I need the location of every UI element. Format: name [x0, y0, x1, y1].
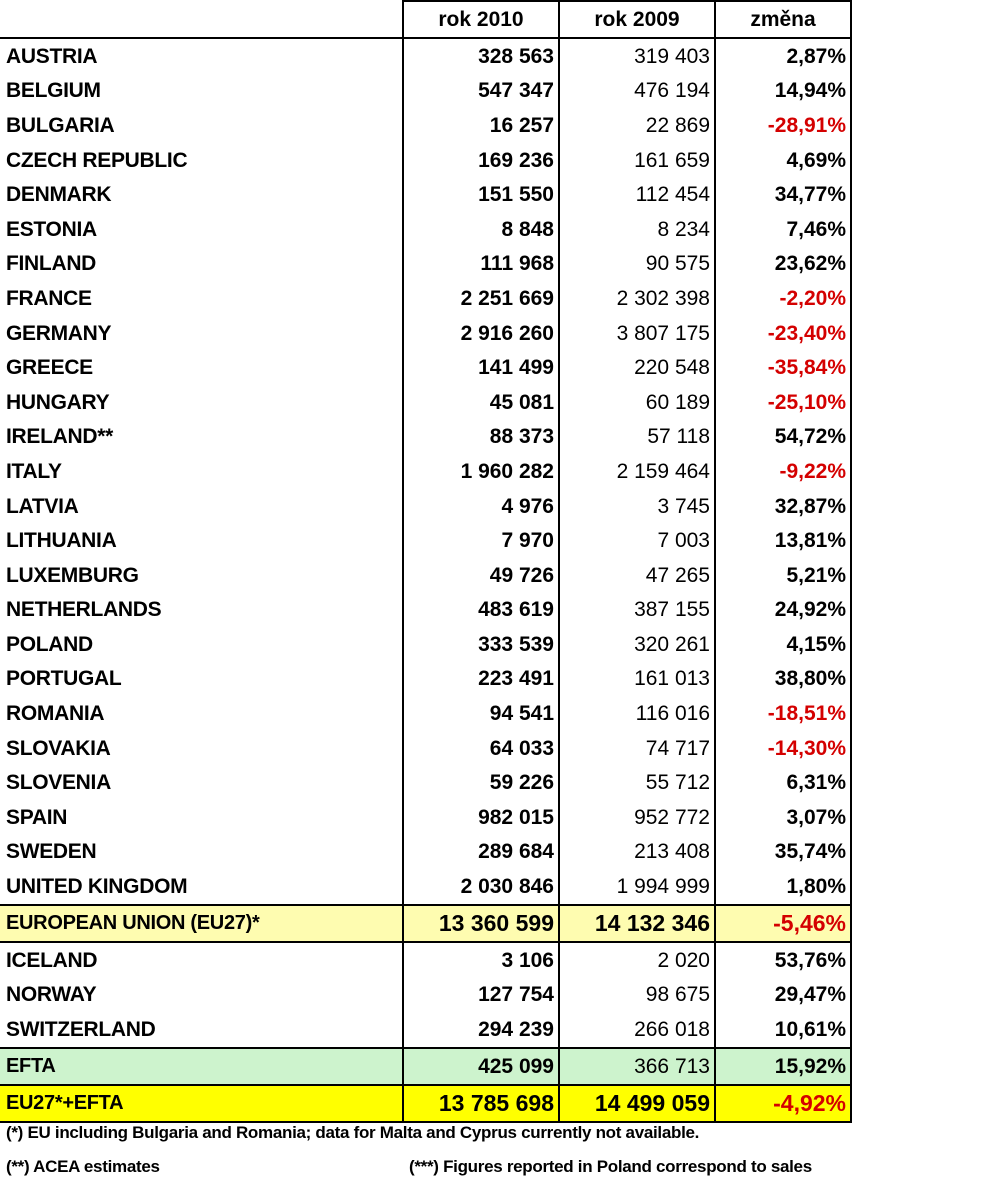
table-row — [0, 558, 851, 593]
country-cell: PORTUGAL — [6, 667, 122, 691]
value-2009-cell: 3 807 175 — [559, 316, 715, 351]
header-2010: rok 2010 — [403, 1, 559, 38]
value-2010-cell: 483 619 — [403, 593, 559, 628]
value-2009-cell: 14 132 346 — [559, 905, 715, 942]
change-cell: -23,40% — [715, 316, 851, 351]
value-2009-cell: 7 003 — [559, 523, 715, 558]
country-cell: NETHERLANDS — [6, 598, 162, 622]
table-row — [0, 489, 851, 524]
value-2009-cell: 387 155 — [559, 593, 715, 628]
country-cell: SLOVENIA — [6, 771, 111, 795]
value-2010-cell: 49 726 — [403, 558, 559, 593]
change-cell: -28,91% — [715, 108, 851, 143]
country-cell: GREECE — [6, 356, 93, 380]
change-cell: 6,31% — [715, 765, 851, 800]
change-cell: 32,87% — [715, 489, 851, 524]
value-2009-cell: 952 772 — [559, 800, 715, 835]
value-2010-cell: 45 081 — [403, 385, 559, 420]
footnote-acea: (**) ACEA estimates — [6, 1157, 160, 1176]
change-cell: 4,15% — [715, 627, 851, 662]
country-cell: LITHUANIA — [6, 529, 117, 553]
country-cell: SLOVAKIA — [6, 736, 111, 760]
country-cell: POLAND — [6, 632, 93, 656]
change-cell: -14,30% — [715, 731, 851, 766]
country-cell: SWITZERLAND — [6, 1017, 156, 1041]
total-row — [0, 1085, 851, 1122]
value-2009-cell: 8 234 — [559, 212, 715, 247]
footnote-eu: (*) EU including Bulgaria and Romania; data for Malta and Cyprus currently not available. — [6, 1123, 700, 1142]
value-2010-cell: 223 491 — [403, 662, 559, 697]
value-2010-cell: 127 754 — [403, 977, 559, 1012]
table-row — [0, 765, 851, 800]
country-cell: CZECH REPUBLIC — [6, 148, 188, 172]
value-2009-cell: 112 454 — [559, 177, 715, 212]
value-2010-cell: 141 499 — [403, 350, 559, 385]
table-row — [0, 108, 851, 143]
value-2009-cell: 3 745 — [559, 489, 715, 524]
country-cell: UNITED KINGDOM — [6, 875, 188, 899]
change-cell: 54,72% — [715, 420, 851, 455]
value-2009-cell: 366 713 — [559, 1048, 715, 1085]
header-change: změna — [715, 1, 851, 38]
change-cell: 24,92% — [715, 593, 851, 628]
value-2010-cell: 4 976 — [403, 489, 559, 524]
change-cell: 53,76% — [715, 942, 851, 978]
country-cell: HUNGARY — [6, 390, 110, 414]
value-2009-cell: 14 499 059 — [559, 1085, 715, 1122]
value-2009-cell: 320 261 — [559, 627, 715, 662]
value-2010-cell: 982 015 — [403, 800, 559, 835]
table-row — [0, 942, 851, 978]
table-row — [0, 247, 851, 282]
change-cell: -25,10% — [715, 385, 851, 420]
country-cell: ESTONIA — [6, 217, 97, 241]
country-cell: BULGARIA — [6, 113, 115, 137]
value-2009-cell: 74 717 — [559, 731, 715, 766]
value-2009-cell: 266 018 — [559, 1012, 715, 1048]
table-row — [0, 523, 851, 558]
change-cell: 38,80% — [715, 662, 851, 697]
table-row — [0, 385, 851, 420]
change-cell: 35,74% — [715, 835, 851, 870]
change-cell: 1,80% — [715, 869, 851, 905]
country-cell: EUROPEAN UNION (EU27)* — [0, 905, 403, 942]
table-row — [0, 74, 851, 109]
table-row — [0, 1012, 851, 1048]
value-2010-cell: 2 251 669 — [403, 281, 559, 316]
value-2009-cell: 2 302 398 — [559, 281, 715, 316]
value-2010-cell: 328 563 — [403, 38, 559, 74]
value-2009-cell: 476 194 — [559, 74, 715, 109]
value-2009-cell: 90 575 — [559, 247, 715, 282]
change-cell: -2,20% — [715, 281, 851, 316]
value-2010-cell: 111 968 — [403, 247, 559, 282]
value-2009-cell: 1 994 999 — [559, 869, 715, 905]
table-body — [0, 1, 851, 1122]
value-2009-cell: 220 548 — [559, 350, 715, 385]
table-row — [0, 662, 851, 697]
table-row — [0, 977, 851, 1012]
total-row — [0, 1048, 851, 1085]
value-2010-cell: 294 239 — [403, 1012, 559, 1048]
table-row — [0, 800, 851, 835]
value-2010-cell: 13 360 599 — [403, 905, 559, 942]
table-row — [0, 593, 851, 628]
value-2009-cell: 161 659 — [559, 143, 715, 178]
change-cell: 29,47% — [715, 977, 851, 1012]
table-row — [0, 835, 851, 870]
change-cell: -9,22% — [715, 454, 851, 489]
change-cell: 13,81% — [715, 523, 851, 558]
value-2010-cell: 64 033 — [403, 731, 559, 766]
value-2010-cell: 289 684 — [403, 835, 559, 870]
value-2009-cell: 213 408 — [559, 835, 715, 870]
value-2010-cell: 2 916 260 — [403, 316, 559, 351]
value-2010-cell: 425 099 — [403, 1048, 559, 1085]
country-cell: FINLAND — [6, 252, 97, 276]
table-row — [0, 143, 851, 178]
value-2010-cell: 7 970 — [403, 523, 559, 558]
country-cell: IRELAND** — [6, 425, 113, 449]
value-2009-cell: 55 712 — [559, 765, 715, 800]
table-row — [0, 731, 851, 766]
table-row — [0, 38, 851, 74]
value-2010-cell: 333 539 — [403, 627, 559, 662]
value-2010-cell: 547 347 — [403, 74, 559, 109]
value-2010-cell: 16 257 — [403, 108, 559, 143]
value-2010-cell: 94 541 — [403, 696, 559, 731]
change-cell: -4,92% — [715, 1085, 851, 1122]
table-row — [0, 212, 851, 247]
table-row — [0, 350, 851, 385]
header-2009: rok 2009 — [559, 1, 715, 38]
table-row — [0, 281, 851, 316]
value-2010-cell: 3 106 — [403, 942, 559, 978]
country-cell: ITALY — [6, 459, 62, 483]
value-2009-cell: 47 265 — [559, 558, 715, 593]
country-cell: DENMARK — [6, 183, 112, 207]
change-cell: 23,62% — [715, 247, 851, 282]
country-cell: NORWAY — [6, 983, 97, 1007]
change-cell: 34,77% — [715, 177, 851, 212]
value-2009-cell: 2 020 — [559, 942, 715, 978]
change-cell: 7,46% — [715, 212, 851, 247]
country-cell: BELGIUM — [6, 79, 101, 103]
change-cell: -18,51% — [715, 696, 851, 731]
country-cell: ROMANIA — [6, 702, 105, 726]
value-2009-cell: 161 013 — [559, 662, 715, 697]
change-cell: 4,69% — [715, 143, 851, 178]
value-2009-cell: 2 159 464 — [559, 454, 715, 489]
table-row — [0, 316, 851, 351]
value-2010-cell: 13 785 698 — [403, 1085, 559, 1122]
change-cell: 14,94% — [715, 74, 851, 109]
table-row — [0, 696, 851, 731]
table-row — [0, 869, 851, 905]
table-row — [0, 177, 851, 212]
change-cell: 10,61% — [715, 1012, 851, 1048]
country-cell: LUXEMBURG — [6, 563, 139, 587]
country-cell: FRANCE — [6, 286, 92, 310]
country-cell: LATVIA — [6, 494, 79, 518]
value-2010-cell: 88 373 — [403, 420, 559, 455]
value-2009-cell: 98 675 — [559, 977, 715, 1012]
country-cell: SPAIN — [6, 805, 68, 829]
value-2010-cell: 169 236 — [403, 143, 559, 178]
footnote-poland: (***) Figures reported in Poland correspond to sales — [409, 1157, 812, 1176]
country-cell: AUSTRIA — [6, 44, 98, 68]
table-row — [0, 454, 851, 489]
value-2009-cell: 22 869 — [559, 108, 715, 143]
country-cell: SWEDEN — [6, 840, 97, 864]
value-2009-cell: 116 016 — [559, 696, 715, 731]
value-2010-cell: 59 226 — [403, 765, 559, 800]
value-2010-cell: 2 030 846 — [403, 869, 559, 905]
value-2009-cell: 319 403 — [559, 38, 715, 74]
country-cell: EFTA — [0, 1048, 403, 1085]
country-cell: GERMANY — [6, 321, 112, 345]
value-2010-cell: 1 960 282 — [403, 454, 559, 489]
table-row — [0, 420, 851, 455]
value-2010-cell: 151 550 — [403, 177, 559, 212]
total-row — [0, 905, 851, 942]
value-2010-cell: 8 848 — [403, 212, 559, 247]
country-cell: ICELAND — [6, 948, 98, 972]
value-2009-cell: 60 189 — [559, 385, 715, 420]
change-cell: 2,87% — [715, 38, 851, 74]
change-cell: 3,07% — [715, 800, 851, 835]
change-cell: -35,84% — [715, 350, 851, 385]
table-row — [0, 627, 851, 662]
header-country — [0, 1, 403, 38]
change-cell: -5,46% — [715, 905, 851, 942]
change-cell: 5,21% — [715, 558, 851, 593]
value-2009-cell: 57 118 — [559, 420, 715, 455]
change-cell: 15,92% — [715, 1048, 851, 1085]
country-cell: EU27*+EFTA — [0, 1085, 403, 1122]
header-row — [0, 1, 851, 38]
